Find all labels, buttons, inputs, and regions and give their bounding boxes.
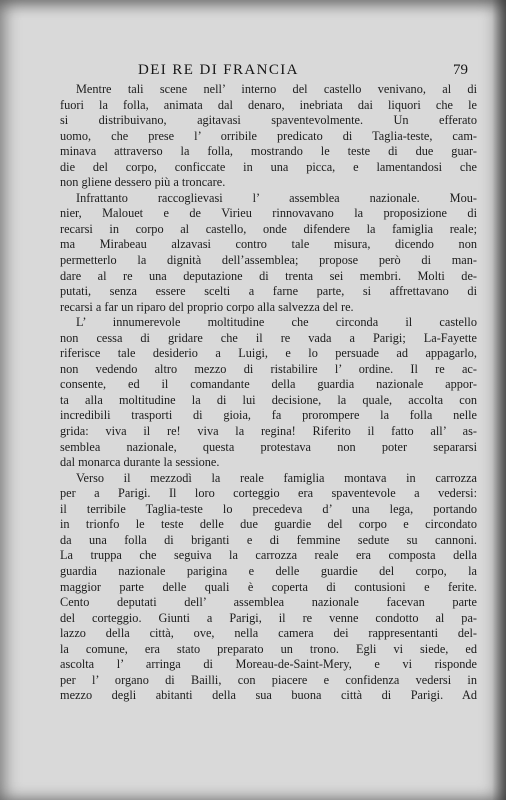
text-line: dal monarca durante la sessione. [60,455,220,470]
text-line: ma Mirabeau alzavasi contro tale misura, dicendo non [60,237,477,252]
text-line: La truppa che seguiva la carrozza reale era composta della [60,548,477,563]
text-line: consente, ed il comandante della guardia nazionale appor- [60,377,477,392]
text-line: recarsi a far un riparo del proprio corpo alla salvezza del re. [60,299,354,314]
text-line: Mentre tali scene nell’ interno del castello venivano, al di [76,82,477,96]
text-line: per a Parigi. Il loro corteggio era spaventevole a vedersi: [60,486,477,501]
text-line: in trionfo le teste delle due guardie del corpo e circondato [60,517,477,532]
text-line: ta alla moltitudine la di lui decisione, la quale, accolta con [60,392,477,407]
page-number: 79 [453,62,468,78]
text-line: dare al re una deputazione di trenta sei membri. Molti de- [60,268,477,283]
text-line: incredibili trasporti di gioia, fa prorompere la folla nelle [60,408,477,423]
text-line: maggior parte delle quali è coperta di contusioni e ferite. [60,579,477,594]
text-line: grida: viva il re! viva la regina! Riferito il fatto all’ as- [60,424,477,439]
text-line: non cessa di gridare che il re vada a Parigi; La-Fayette [60,330,477,345]
page-edge-shadow [492,0,506,800]
text-line: Infrattanto raccoglievasi l’ assemblea nazionale. Mou- [76,190,477,205]
text-line: semblea nazionale, questa protestava non poter separarsi [60,439,477,454]
text-line: da una folla di briganti e di femmine sedute su cannoni. [60,532,477,547]
text-line: non vedendo altro mezzo di ristabilire l’ ordine. Il re ac- [60,361,477,376]
text-line: Verso il mezzodì la reale famiglia montava in carrozza [76,470,477,485]
text-line: il terribile Taglia-teste lo precedeva d’ una lega, portando [60,501,477,516]
running-title: DEI RE DI FRANCIA [138,62,299,78]
text-line: fuori la folla, animata dal denaro, inebriata dai liquori che le [60,97,477,112]
text-line: putati, senza essere scelti a farne parte, si affrettavano di [60,284,477,299]
text-line: permetterlo la dignità dell’assemblea; propose però di man- [60,253,477,268]
text-line: die del corpo, conficcate in una picca, e lamentandosi che [60,159,477,174]
text-line: non gliene dessero più a troncare. [60,175,226,190]
body-text [60,82,477,704]
page-header [60,62,480,84]
text-line: la comune, era stato preparato un trono. Egli vi siede, ed [60,641,477,656]
text-line: guardia nazionale parigina e delle guardie del corpo, la [60,563,477,578]
text-line: del corteggio. Giunti a Parigi, il re venne condotto al pa- [60,610,477,625]
text-line: nier, Malouet e de Virieu rinnovavano la proposizione di [60,206,477,221]
text-line: per l’ organo di Bailli, con piacere e confidenza vedersi in [60,672,477,687]
text-line: recarsi in corpo al castello, onde difendere la famiglia reale; [60,221,477,236]
text-line: lazzo della città, ove, nella camera dei rappresentanti del- [60,626,477,641]
text-line: riferisce tale desiderio a Luigi, e lo persuade ad appagarlo, [60,346,477,361]
text-line: uomo, che prese l’ orribile predicato di Taglia-teste, cam- [60,128,477,143]
text-line: ascolta l’ arringa di Moreau-de-Saint-Mery, e vi risponde [60,657,477,672]
text-line: mezzo degli abitanti della sua buona città di Parigi. Ad [60,688,477,703]
text-line: si distribuivano, agitavasi spaventevolmente. Un efferato [60,113,477,128]
text-line: L’ innumerevole moltitudine che circonda il castello [76,315,477,330]
text-line: Cento deputati dell’ assemblea nazionale facevan parte [60,595,477,610]
text-line: minava attraverso la folla, mostrando le teste di due guar- [60,144,477,159]
